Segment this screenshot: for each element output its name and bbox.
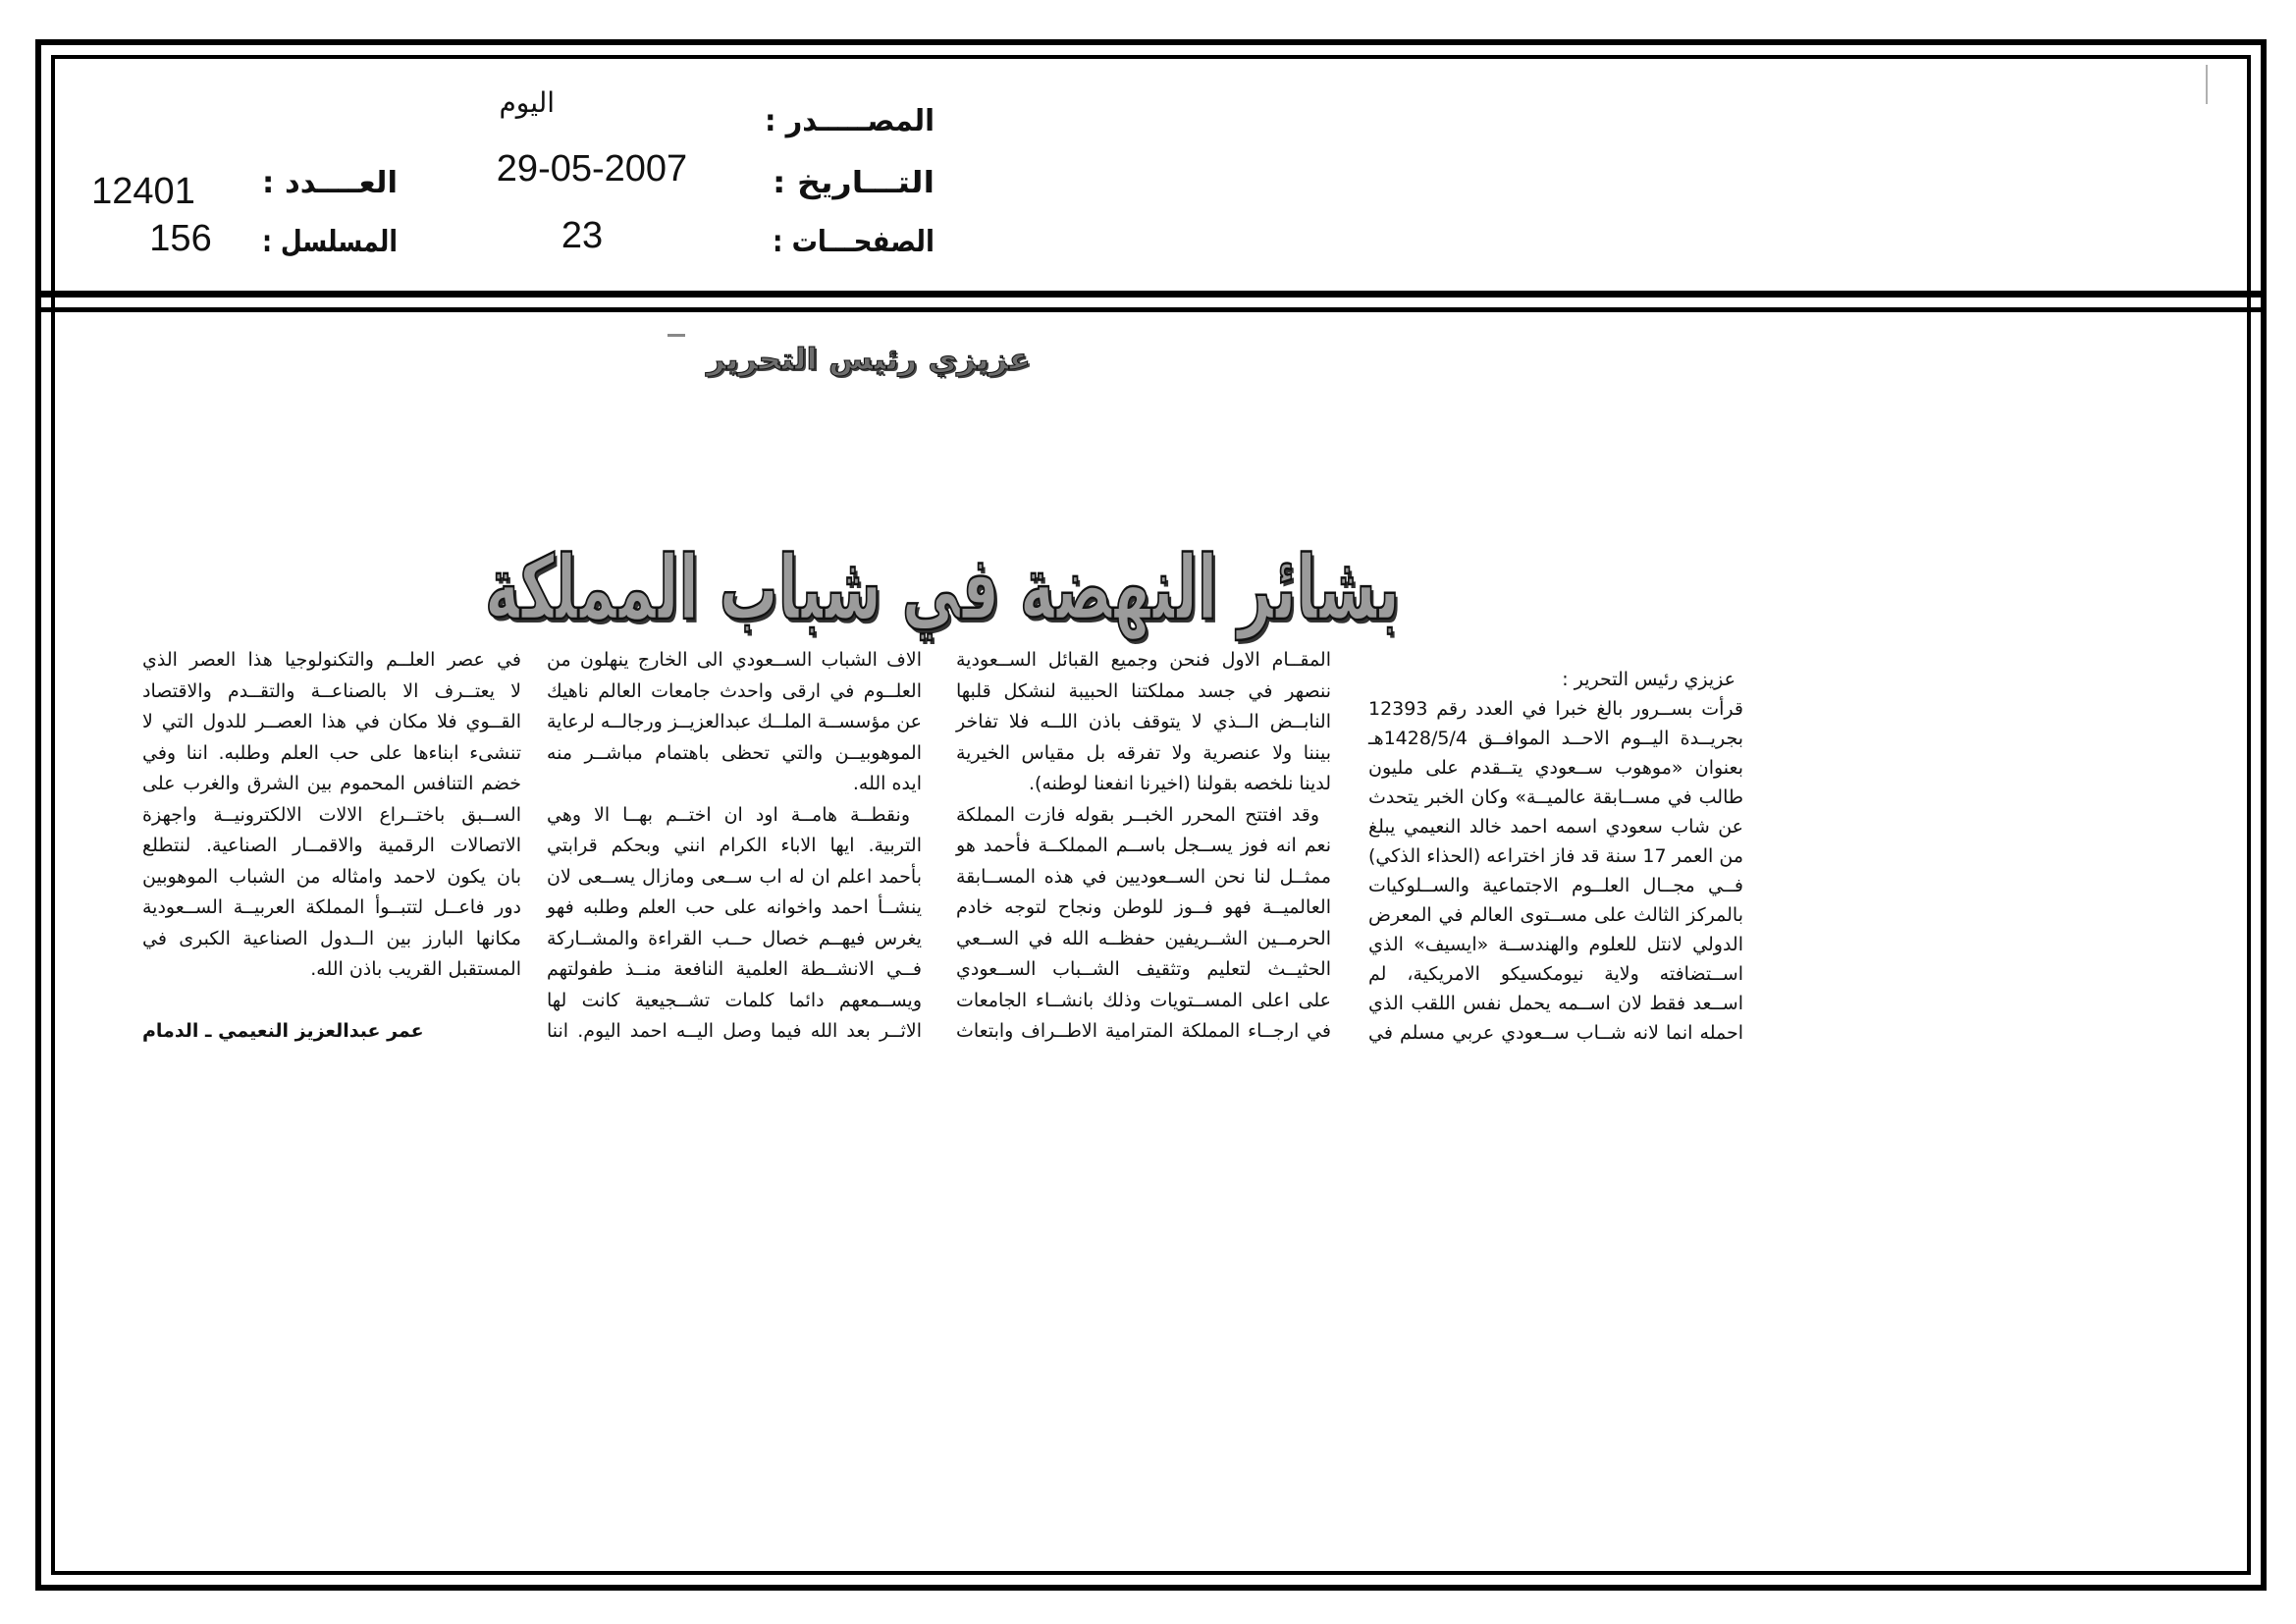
text-line: يغرس فيهــم خصال حــب القراءة والمشــاركة — [547, 927, 922, 949]
pages-value: 23 — [561, 215, 604, 256]
text-line: عن مؤسســة الملــك عبدالعزيــز ورجالــه لرعاية — [547, 711, 922, 732]
scan-mark — [2206, 65, 2208, 104]
text-line: بجريــدة اليــوم الاحــد الموافــق 1428/5/4هـ — [1368, 728, 1743, 749]
source-value: اليوم — [499, 86, 555, 119]
text-line: المقــام الاول فنحن وجميع القبائل الســعودية — [956, 649, 1331, 671]
text-line: النابــض الــذي لا يتوقف باذن اللــه فلا تفاخر — [956, 711, 1331, 732]
text-line: الاتصالات الرقمية والاقمــار الصناعية. لنتطلع — [142, 835, 521, 856]
text-line: فــي مجــال العلــوم الاجتماعية والســلوكيات — [1368, 875, 1743, 896]
header-divider-thick — [35, 291, 2267, 298]
text-line: احمله انما لانه شــاب ســعودي عربي مسلم في — [1368, 1022, 1743, 1044]
issue-value: 12401 — [91, 171, 195, 212]
issue-label: العــــدد : — [262, 166, 398, 200]
text-line: ينشــأ احمد واخوانه على حب العلم وطلبه فهو — [547, 896, 922, 918]
text-line: وقد افتتح المحرر الخبــر بقوله فازت المملكة — [956, 803, 1319, 826]
article-column-3 — [547, 645, 922, 1048]
section-title: عزيزي رئيس التحرير — [707, 343, 1031, 377]
text-line: الحرمــين الشــريفين حفظــه الله في الســعي — [956, 927, 1331, 949]
text-line: طالب في مســابقة عالميــة» وكان الخبر يتحدث — [1368, 786, 1743, 808]
text-line: قرأت بســرور بالغ خبرا في العدد رقم 12393 — [1368, 698, 1743, 720]
text-line: خضم التنافس المحموم بين الشرق والغرب على — [142, 773, 521, 794]
text-line: في عصر العلــم والتكنولوجيا هذا العصر الذي — [142, 649, 521, 671]
text-line: المستقبل القريب باذن الله. — [310, 958, 521, 980]
text-line: بأحمد اعلم ان له اب ســعى ومازال يســعى لان — [547, 865, 922, 888]
decorative-dash — [667, 334, 685, 337]
text-line: بعنوان «موهوب ســعودي يتــقدم على مليون — [1368, 757, 1743, 779]
text-line: اســتضافته ولاية نيومكسيكو الامريكية، لم — [1368, 963, 1743, 985]
pages-label: الصفحـــات : — [773, 225, 934, 259]
source-label: المصـــــدر : — [765, 104, 934, 138]
serial-label: المسلسل : — [262, 225, 398, 259]
salutation-line: عزيزي رئيس التحرير : — [1562, 669, 1735, 690]
text-line: مكانها البارز بين الــدول الصناعية الكبرى في — [142, 927, 521, 949]
text-line: بالمركز الثالث على مســتوى العالم في المعرض — [1368, 904, 1743, 926]
text-line: من العمر 17 سنة قد فاز اختراعه (الحذاء الذكي) — [1368, 845, 1743, 867]
text-line: عن شاب سعودي اسمه احمد خالد النعيمي يبلغ — [1368, 816, 1743, 838]
text-line: الاف الشباب الســعودي الى الخارج ينهلون من — [547, 649, 922, 671]
text-line: نعم انه فوز يســجل باســم المملكــة فأحمد هو — [956, 835, 1331, 856]
text-line: بان يكون لاحمد وامثاله من الشباب الموهوبين — [142, 865, 521, 888]
text-line: ايده الله. — [852, 773, 922, 794]
text-line: العلــوم في ارقى واحدث جامعات العالم ناهيك — [547, 679, 922, 702]
text-line: الحثيــث لتعليم وتثقيف الشــباب الســعودي — [956, 958, 1331, 980]
text-line: تنشىء ابناءها على حب العلم وطلبه. اننا وفي — [142, 741, 521, 764]
text-line: التربية. ايها الاباء الكرام انني وبحكم قرابتي — [547, 835, 922, 856]
text-line: العالميــة فهو فــوز للوطن ونجاح لتوجه خادم — [956, 896, 1331, 918]
date-label: التـــاريخ : — [773, 166, 934, 200]
header-divider-thin — [35, 307, 2267, 312]
text-line: ونقطــة هامــة اود ان اختــم بهــا الا وهي — [547, 803, 910, 826]
text-line: الموهوبيــن والتي تحظى باهتمام مباشــر منه — [547, 741, 922, 764]
text-line: ويســمعهم دائما كلمات تشــجيعية كانت لها — [547, 989, 922, 1011]
text-line: ممثــل لنا نحن الســعوديين في هذه المســابقة — [956, 865, 1331, 888]
author-signature: عمر عبدالعزيز النعيمي ـ الدمام — [142, 1020, 424, 1042]
text-line: اســعد فقط لان اســمه يحمل نفس اللقب الذي — [1368, 993, 1743, 1014]
text-line: القــوي فلا مكان في هذا العصــر للدول التي لا — [142, 711, 521, 732]
text-line: ننصهر في جسد مملكتنا الحبيبة لنشكل قلبها — [956, 679, 1331, 702]
text-line: فــي الانشــطة العلمية النافعة منــذ طفولتهم — [547, 958, 922, 980]
text-line: الســبق باختــراع الالات الالكترونيــة واجهزة — [142, 803, 521, 826]
serial-value: 156 — [149, 218, 212, 259]
date-value: 29-05-2007 — [496, 148, 688, 189]
text-line: بيننا ولا عنصرية ولا تفرقه بل مقياس الخيرية — [956, 741, 1331, 764]
article-column-1 — [1368, 665, 1743, 1048]
text-line: لا يعتــرف الا بالصناعــة والتقــدم والاقتصاد — [142, 679, 521, 702]
text-line: لدينا نلخصه بقولنا (اخيرنا انفعنا لوطنه). — [1029, 773, 1331, 794]
text-line: في ارجــاء المملكة المترامية الاطــراف وابتعاث — [956, 1020, 1331, 1042]
text-line: على اعلى المســتويات وذلك بانشــاء الجامعات — [956, 989, 1331, 1011]
text-line: الاثــر بعد الله فيما وصل اليــه احمد اليوم. اننا — [547, 1020, 922, 1042]
article-headline: بشائر النهضة في شباب المملكة — [485, 537, 1401, 640]
text-line: الدولي لانتل للعلوم والهندســة «ايسيف» الذي — [1368, 934, 1743, 955]
article-column-4 — [142, 645, 521, 1048]
text-line: دور فاعــل لتتبــوأ المملكة العربيــة الســعودية — [142, 896, 521, 918]
article-column-2 — [956, 645, 1331, 1048]
